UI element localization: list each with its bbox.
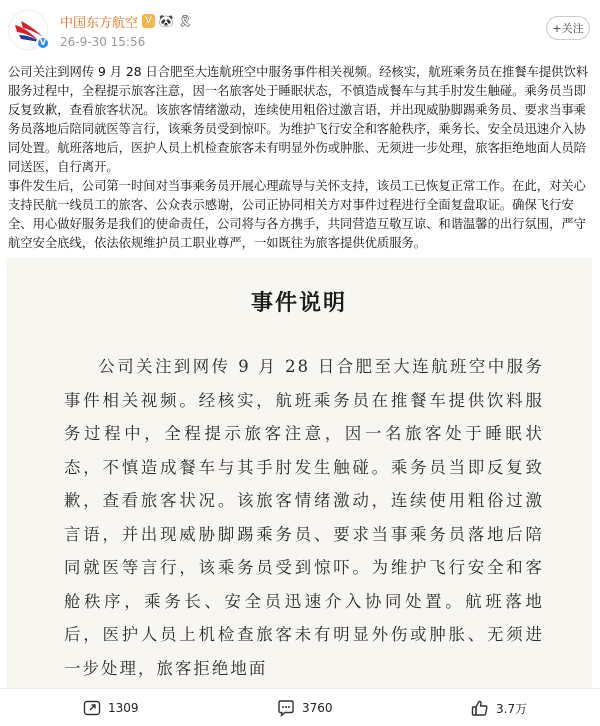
statement-body-text: 公司关注到网传 9 月 28 日合肥至大连航班空中服务事件相关视频。经核实，航班乘务员在推餐车提供饮料服务过程中，全程提示旅客注意，因一名旅客处于睡眠状态，不慎造成餐车与其手肘发生触碰。乘务员当即反复致歉，查看旅客状况。该旅客情绪激动，连续使用粗俗过激言语，并出现威胁脚踢乘务员、要求当事乘务员落地后陪同就医等言行，该乘务员受到惊吓。为维护飞行安全和客舱秩序，乘务长、安全员迅速介入协同处置。航班落地后，医护人员上机检查旅客未有明显外伤或肿胀、无须进一步处理，旅客拒绝地面 (64, 357, 544, 678)
repost-button[interactable] (82, 698, 139, 718)
like-count: 3.7万 (496, 701, 528, 716)
statement-image[interactable] (6, 258, 592, 688)
post-paragraph: 公司关注到网传 9 月 28 日合肥至大连航班空中服务事件相关视频。经核实，航班乘务员在推餐车提供饮料服务过程中，全程提示旅客注意，因一名旅客处于睡眠状态，不慎造成餐车与其手肘发生触碰。乘务员当即反复致歉，查看旅客状况。该旅客情绪激动，连续使用粗俗过激言语，并出现威胁脚踢乘务员、要求当事乘务员落地后陪同就医等言行，该乘务员受到惊吓。为维护飞行安全和客舱秩序，乘务长、安全员迅速介入协同处置。航班落地后，医护人员上机检查旅客未有明显外伤或肿胀、无须进一步处理，旅客拒绝地面人员陪同送医，自行离开。 (8, 65, 589, 174)
thumbs-up-icon (470, 698, 490, 718)
comment-button[interactable] (276, 698, 333, 718)
like-button[interactable] (470, 698, 527, 718)
post-actions (0, 688, 600, 726)
statement-body (64, 350, 544, 685)
statement-title: 事件说明 (250, 290, 347, 316)
repost-count: 1309 (108, 701, 139, 715)
repost-icon (82, 698, 102, 718)
post-timestamp: 26-9-30 15:56 (60, 35, 146, 49)
comment-icon (276, 698, 296, 718)
post-header (0, 0, 600, 60)
author-name[interactable]: 中国东方航空 (60, 15, 139, 31)
post-paragraph: 事件发生后，公司第一时间对当事乘务员开展心理疏导与关怀支持，该员工已恢复正常工作。在此，对关心支持民航一线员工的旅客、公众表示感谢，公司正协同相关方对事件过程进行全面复盘取证。确保飞行安全、用心做好服务是我们的使命责任，公司将与各方携手，共同营造互敬互谅、和谐温馨的出行氛围，严守航空安全底线，依法依规维护员工职业尊严，一如既往为旅客提供优质服务。 (8, 179, 586, 250)
comment-count: 3760 (302, 701, 333, 715)
author-row (60, 11, 193, 31)
follow-button[interactable]: +关注 (546, 16, 590, 40)
author-tag: V (142, 14, 155, 28)
verified-badge-icon: V (36, 36, 50, 50)
author-badges: 🐼 🎗 (158, 14, 193, 28)
post-text (8, 63, 594, 253)
